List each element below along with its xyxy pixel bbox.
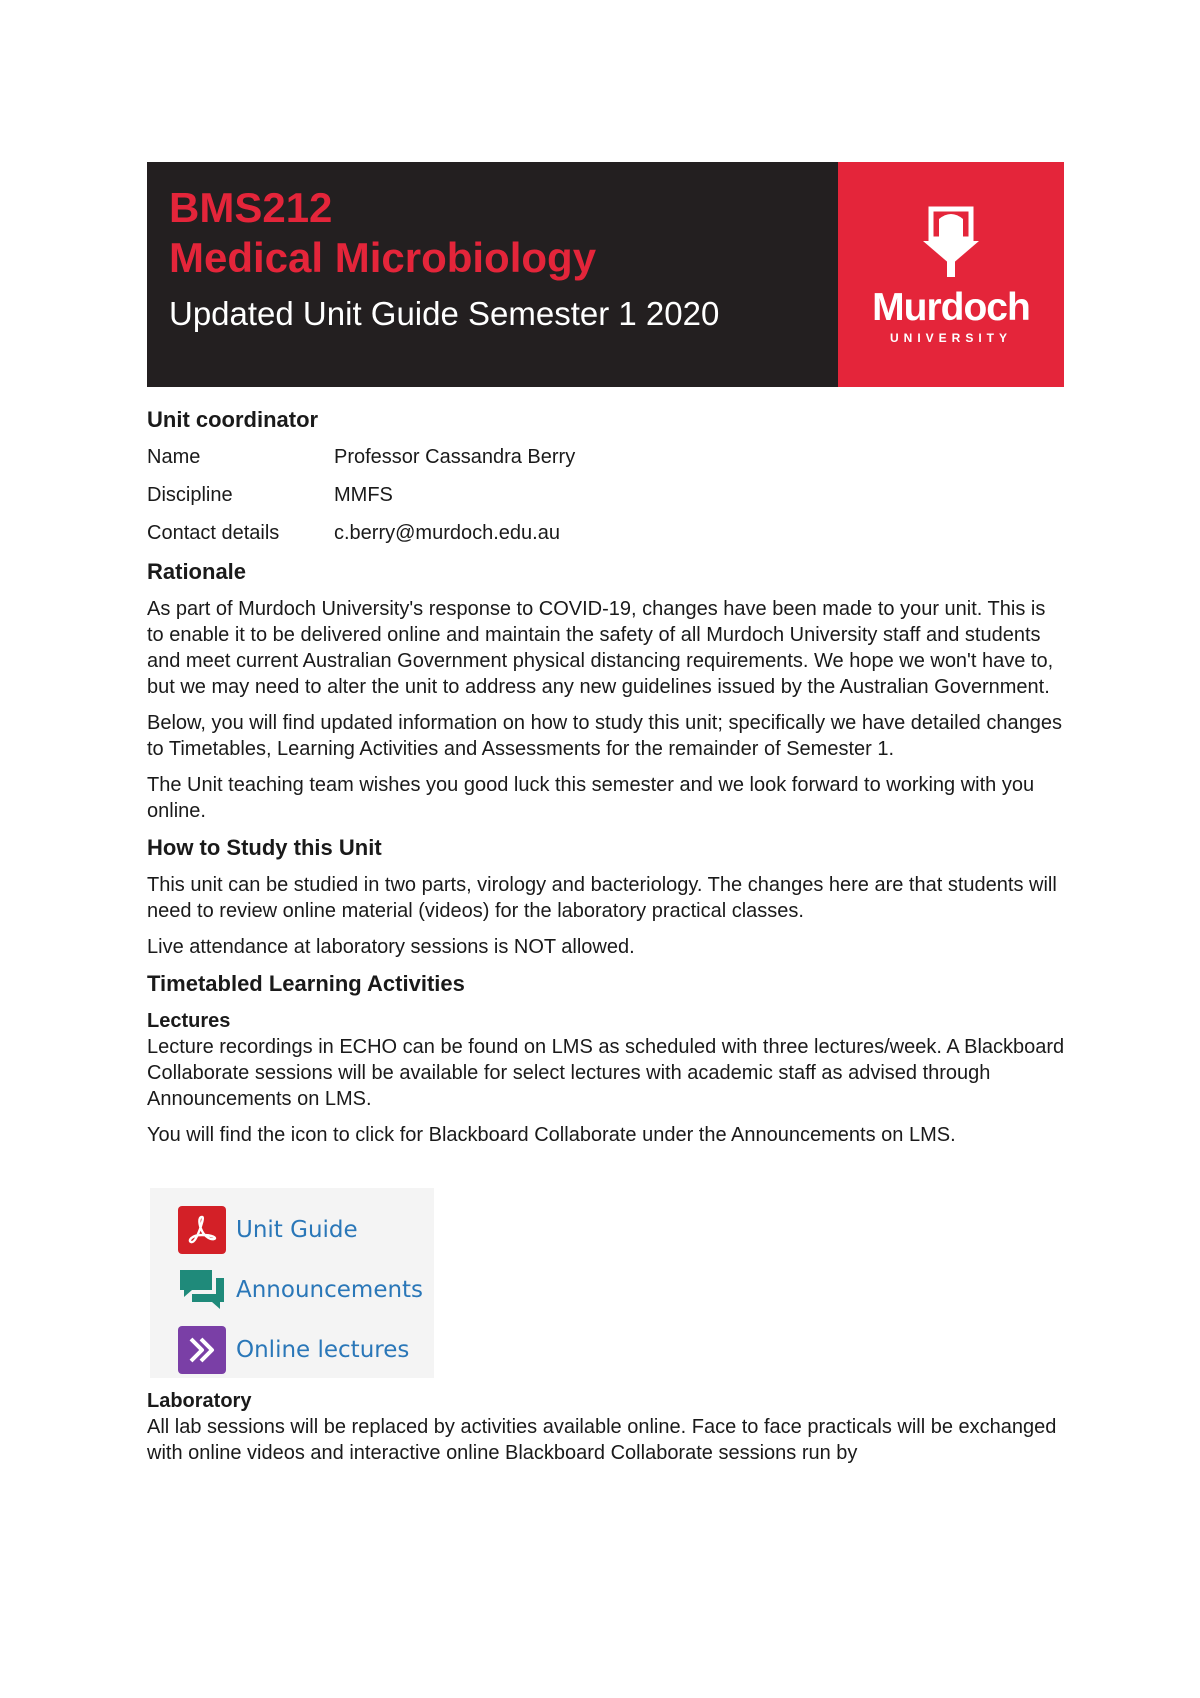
coordinator-name-row [147, 444, 1067, 470]
lectures-paragraph: You will find the icon to click for Blackboard Collaborate under the Announcements on LMS. [147, 1124, 956, 1146]
how-to-study-heading: How to Study this Unit [147, 835, 382, 860]
contact-email: c.berry@murdoch.edu.au [334, 522, 560, 544]
murdoch-crest-icon [919, 205, 983, 281]
logo-subtext: UNIVERSITY [889, 330, 1012, 345]
lms-item-online-lectures[interactable] [178, 1320, 434, 1380]
pdf-icon [178, 1206, 226, 1254]
laboratory-paragraph: All lab sessions will be replaced by activities available online. Face to face practicals will be exchanged with online videos and interactive online Blackboard Collaborate sessions run by [147, 1416, 1057, 1464]
university-logo [838, 162, 1064, 387]
rationale-paragraph: Below, you will find updated information on how to study this unit; specifically we have detailed changes to Timetables, Learning Activities and Assessments for the remainder of Semester 1. [147, 712, 1062, 760]
document-body [147, 406, 1067, 1476]
laboratory-heading: Laboratory [147, 1390, 252, 1412]
coordinator-discipline-row [147, 482, 1067, 508]
lms-item-label: Online lectures [236, 1337, 410, 1363]
chat-icon [178, 1266, 226, 1314]
row-label: Discipline [147, 484, 233, 506]
lectures-heading: Lectures [147, 1010, 231, 1032]
unit-banner [147, 162, 1064, 387]
unit-code: BMS212 [169, 184, 333, 231]
chevron-right-icon [178, 1326, 226, 1374]
row-value: MMFS [334, 484, 393, 506]
lms-item-unit-guide[interactable] [178, 1200, 434, 1260]
logo-wordmark: Murdoch [872, 285, 1030, 329]
how-to-study-paragraph: This unit can be studied in two parts, virology and bacteriology. The changes here are that students will need to review online material (videos) for the laboratory practical classes. [147, 874, 1057, 922]
lms-item-label: Unit Guide [236, 1217, 358, 1243]
coordinator-heading: Unit coordinator [147, 407, 319, 432]
row-label: Contact details [147, 522, 280, 544]
unit-guide-subtitle: Updated Unit Guide Semester 1 2020 [169, 295, 720, 332]
timetabled-heading: Timetabled Learning Activities [147, 971, 465, 996]
row-label: Name [147, 446, 201, 468]
row-value: Professor Cassandra Berry [334, 446, 576, 468]
rationale-paragraph: The Unit teaching team wishes you good luck this semester and we look forward to working with you online. [147, 774, 1035, 822]
lms-item-announcements[interactable] [178, 1260, 434, 1320]
lms-item-label: Announcements [236, 1277, 424, 1303]
how-to-study-paragraph: Live attendance at laboratory sessions is NOT allowed. [147, 936, 635, 958]
unit-name: Medical Microbiology [169, 234, 597, 281]
banner-title-block [147, 162, 838, 387]
coordinator-contact-row [147, 520, 1067, 546]
rationale-paragraph: As part of Murdoch University's response to COVID-19, changes have been made to your unit. This is to enable it to be delivered online and maintain the safety of all Murdoch University staff and students and meet current Australian Government physical distancing requirements. We hope we won't have to, but we may need to alter the unit to address any new guidelines issued by the Australian Government. [147, 598, 1054, 698]
rationale-heading: Rationale [147, 559, 247, 584]
lectures-paragraph: Lecture recordings in ECHO can be found on LMS as scheduled with three lectures/week. A Blackboard Collaborate sessions will be available for select lectures with academic staff as advised through Announcements on LMS. [147, 1036, 1065, 1110]
lms-menu-screenshot [150, 1188, 434, 1378]
